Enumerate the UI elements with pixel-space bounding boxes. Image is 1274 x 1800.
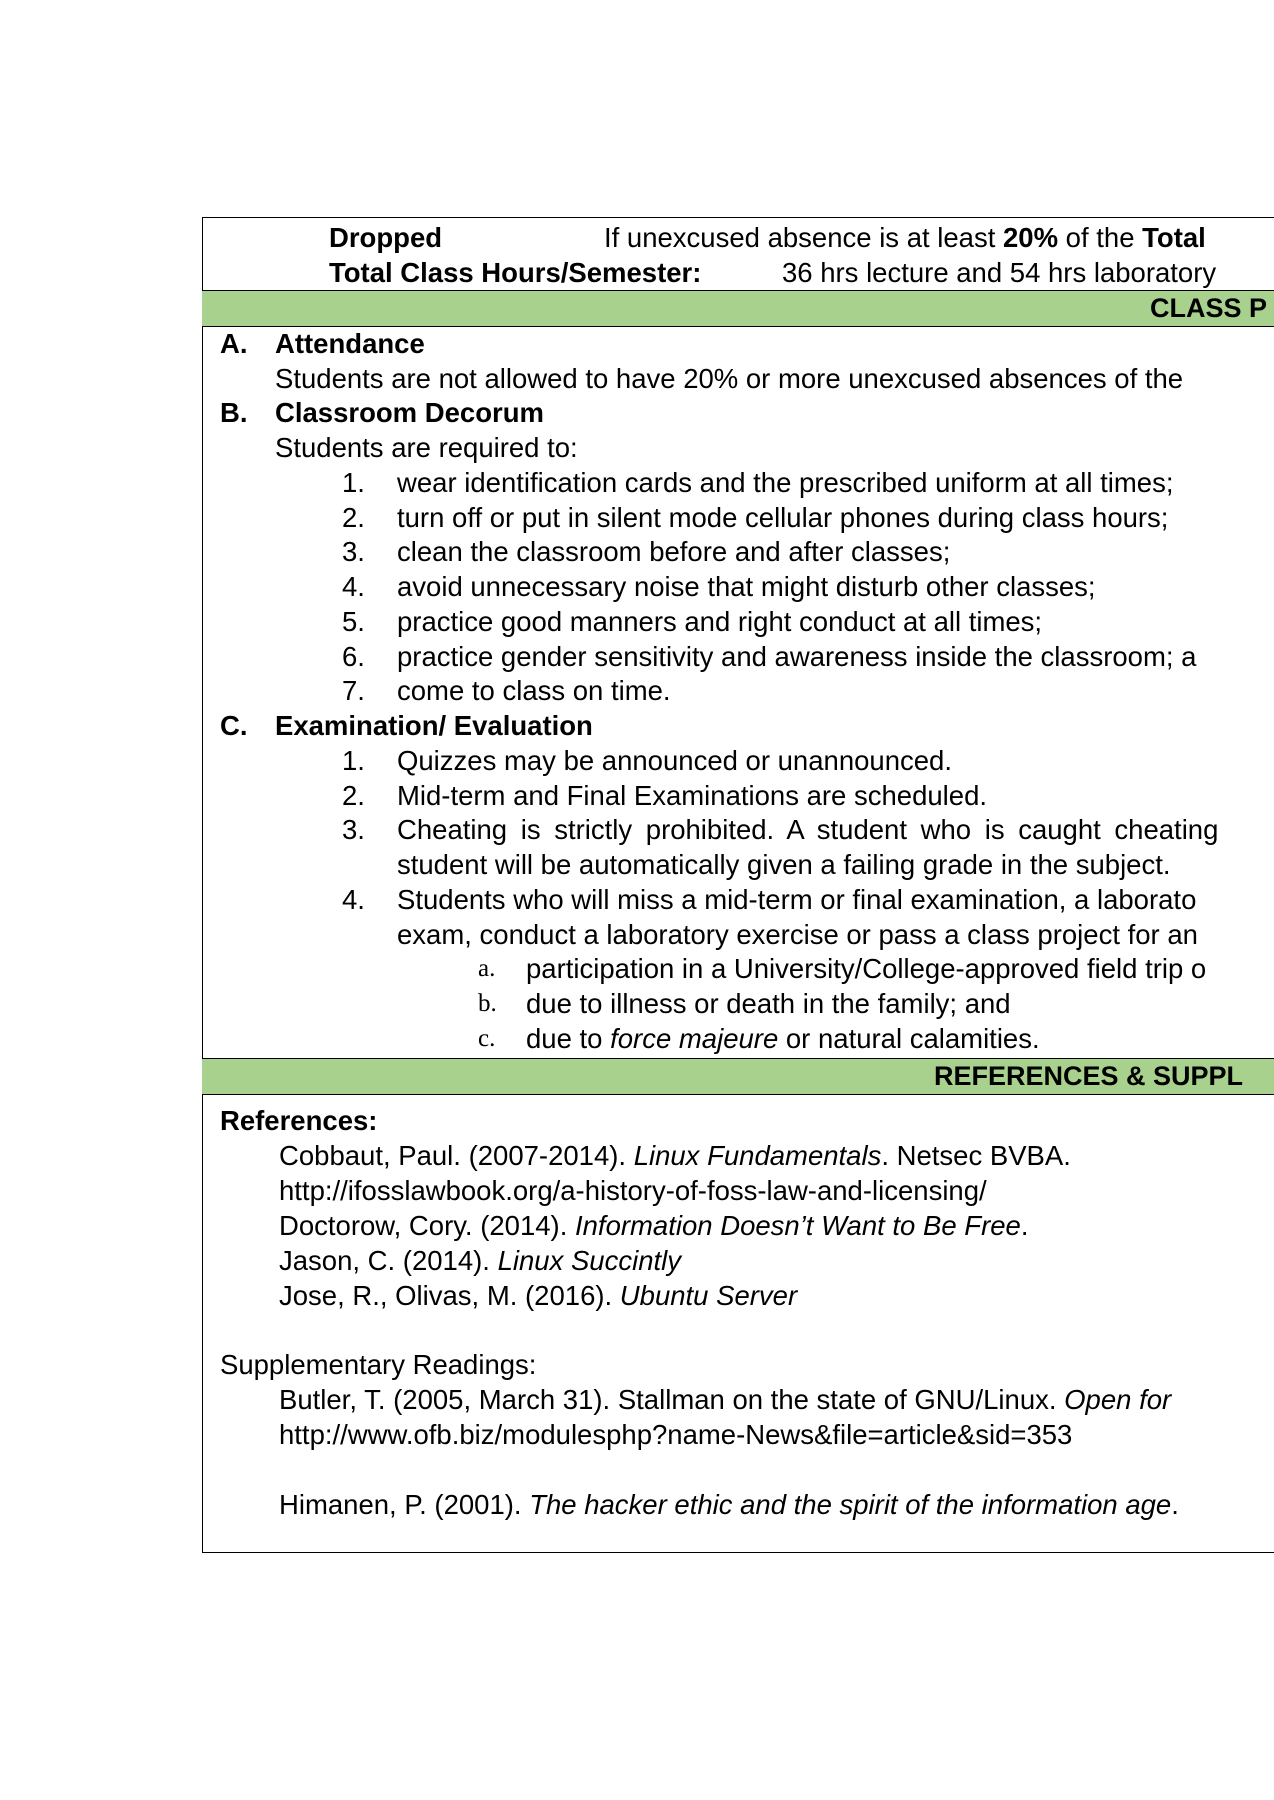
list-item-continuation: student will be automatically given a failing grade in the subject. — [397, 849, 1171, 880]
list-number: 3. — [342, 814, 365, 845]
sublist-item: due to force majeure or natural calamities. — [526, 1023, 1040, 1054]
supplementary-url: http://www.ofb.biz/modulesphp?name-News&file=article&sid=353 — [279, 1419, 1073, 1450]
list-item-continuation: exam, conduct a laboratory exercise or pass a class project for an — [397, 919, 1198, 950]
decorum-letter: B. — [220, 397, 248, 428]
list-item: practice good manners and right conduct at all times; — [397, 606, 1043, 637]
sublist-letter: a. — [478, 955, 496, 982]
sublist-item: due to illness or death in the family; and — [526, 988, 1011, 1019]
class-policies-band — [202, 290, 1274, 327]
hours-value: 36 hrs lecture and 54 hrs laboratory — [782, 257, 1217, 288]
references-heading: References: — [220, 1105, 378, 1136]
class-policies-title: CLASS P — [1150, 293, 1268, 323]
dropped-text: If unexcused absence is at least 20% of the Total — [604, 222, 1206, 253]
reference-entry: Doctorow, Cory. (2014). Information Doesn’t Want to Be Free. — [279, 1210, 1029, 1241]
list-item: practice gender sensitivity and awareness inside the classroom; a — [397, 641, 1197, 672]
list-number: 5. — [342, 606, 365, 637]
sublist-item: participation in a University/College-approved field trip o — [526, 953, 1207, 984]
exam-title: Examination/ Evaluation — [275, 710, 593, 741]
reference-entry: Jason, C. (2014). Linux Succintly — [279, 1245, 682, 1276]
references-band — [202, 1058, 1274, 1095]
list-number: 3. — [342, 536, 365, 567]
list-number: 1. — [342, 467, 365, 498]
exam-letter: C. — [220, 710, 248, 741]
list-number: 4. — [342, 571, 365, 602]
list-item: wear identification cards and the prescribed uniform at all times; — [397, 467, 1174, 498]
list-number: 6. — [342, 641, 365, 672]
sublist-letter: b. — [478, 990, 497, 1017]
supplementary-entry: Himanen, P. (2001). The hacker ethic and the spirit of the information age. — [279, 1489, 1179, 1520]
list-item: clean the classroom before and after classes; — [397, 536, 951, 567]
references-band-title: REFERENCES & SUPPL — [934, 1061, 1244, 1091]
list-item: Quizzes may be announced or unannounced. — [397, 745, 952, 776]
list-number: 4. — [342, 884, 365, 915]
attendance-text: Students are not allowed to have 20% or more unexcused absences of the — [275, 363, 1184, 394]
reference-url: http://ifosslawbook.org/a-history-of-foss-law-and-licensing/ — [279, 1175, 987, 1206]
list-number: 2. — [342, 780, 365, 811]
attendance-title: Attendance — [275, 328, 425, 359]
decorum-title: Classroom Decorum — [275, 397, 544, 428]
supplementary-entry: Butler, T. (2005, March 31). Stallman on the state of GNU/Linux. Open for — [279, 1384, 1172, 1415]
list-number: 7. — [342, 675, 365, 706]
list-item: Cheating is strictly prohibited. A student who is caught cheating — [397, 814, 1219, 845]
list-number: 1. — [342, 745, 365, 776]
dropped-label: Dropped — [329, 222, 443, 253]
reference-entry: Jose, R., Olivas, M. (2016). Ubuntu Server — [279, 1280, 798, 1311]
sublist-letter: c. — [478, 1025, 496, 1052]
attendance-letter: A. — [220, 328, 248, 359]
list-number: 2. — [342, 502, 365, 533]
list-item: turn off or put in silent mode cellular phones during class hours; — [397, 502, 1169, 533]
list-item: Mid-term and Final Examinations are scheduled. — [397, 780, 988, 811]
hours-label: Total Class Hours/Semester: — [329, 257, 702, 288]
list-item: avoid unnecessary noise that might disturb other classes; — [397, 571, 1096, 602]
supplementary-heading: Supplementary Readings: — [220, 1349, 537, 1380]
reference-entry: Cobbaut, Paul. (2007-2014). Linux Fundamentals. Netsec BVBA. — [279, 1140, 1071, 1171]
list-item: Students who will miss a mid-term or final examination, a laborato — [397, 884, 1197, 915]
list-item: come to class on time. — [397, 675, 671, 706]
decorum-intro: Students are required to: — [275, 432, 578, 463]
